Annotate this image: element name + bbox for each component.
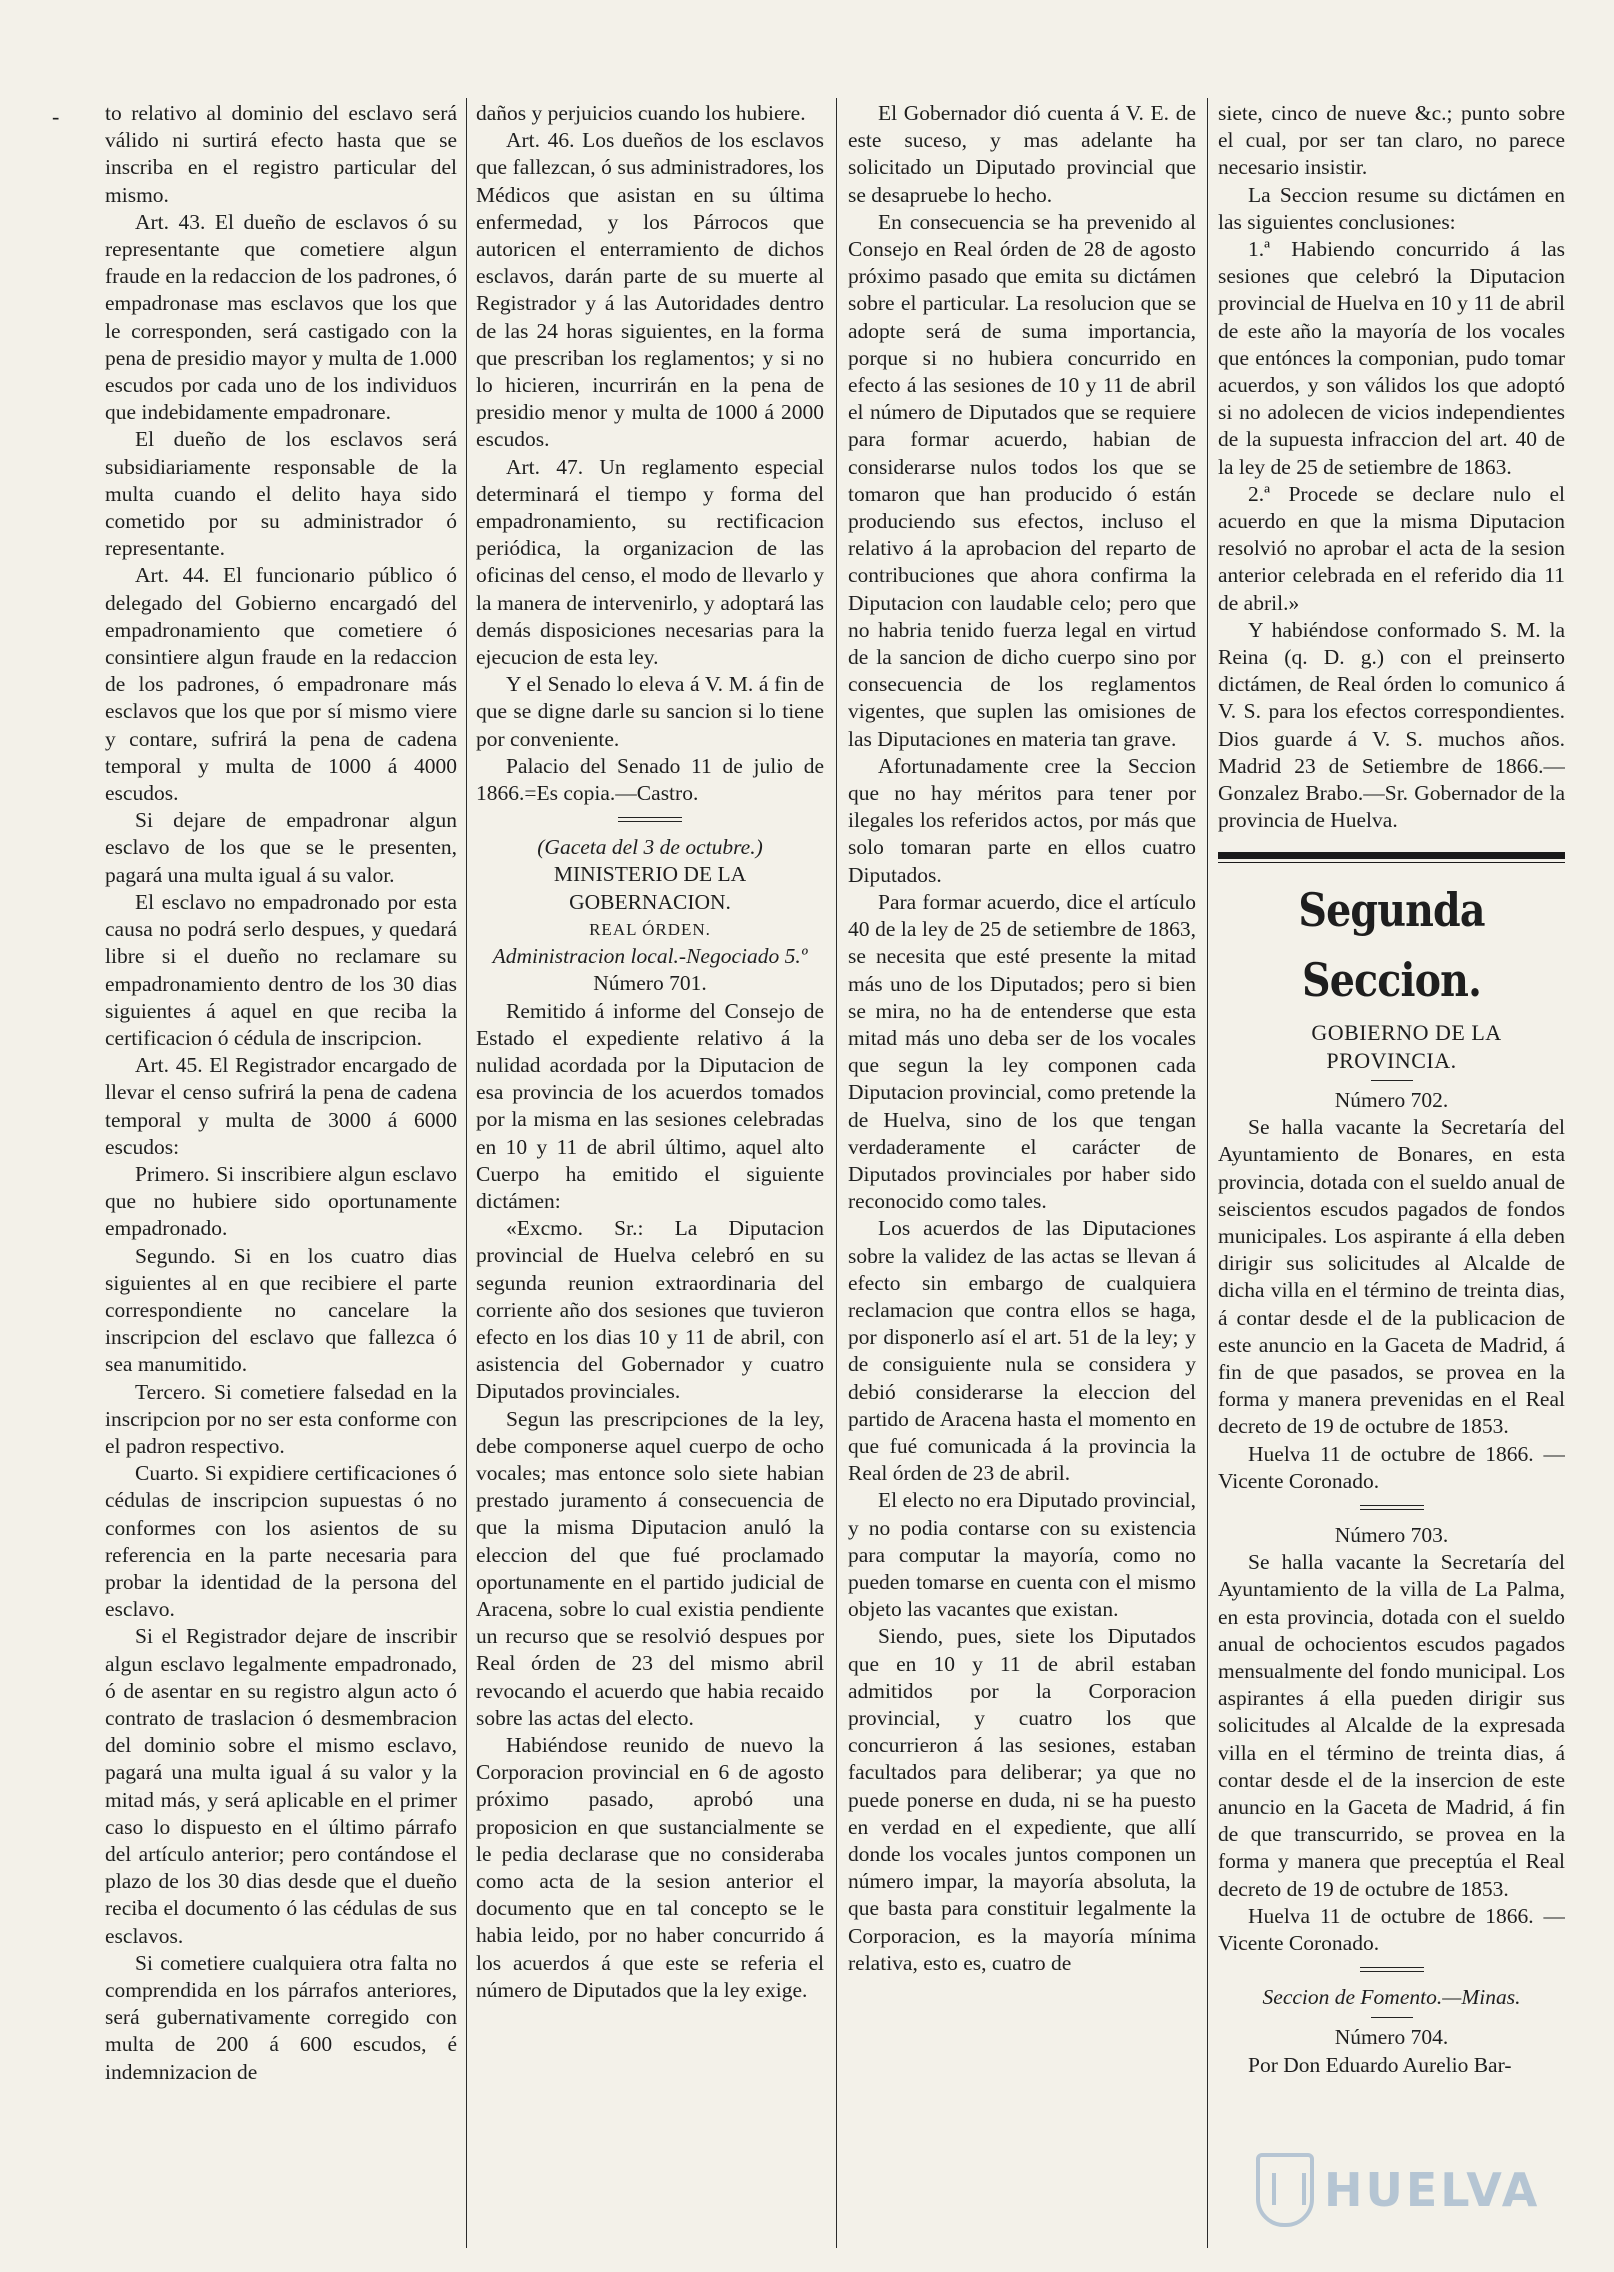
paragraph: Art. 47. Un reglamento especial determinará el tiempo y forma del empadronamiento, su rectificacion periódica, la organizacion de las oficinas del censo, el modo de llevarlo y la manera de intervenirlo, y adoptará las demás disposiciones necesarias para la ejecucion de esta ley. bbox=[476, 454, 824, 670]
gov-heading: GOBIERNO DE LA PROVINCIA. bbox=[1311, 1020, 1502, 1073]
shield-icon bbox=[1256, 2153, 1314, 2227]
dictamen-conclusion bbox=[1218, 100, 1565, 834]
paragraph: El esclavo no empadronado por esta causa no podrá serlo despues, y quedará libre si el dueño no reclamare su empadronamiento dentro de los 30 dias siguientes á aquel en que reciba la certificacion ó cédula de inscripcion. bbox=[105, 889, 457, 1050]
paragraph: Administracion local.-Negociado 5.º bbox=[492, 944, 808, 969]
paragraph: Art. 43. El dueño de esclavos ó su representante que cometiere algun fraude en la redaccion de los padrones, ó empadronase mas esclavos que los que le corresponden, será castigado con la pena de presidio mayor y multa de 1.000 escudos por cada uno de los individuos que indebidamente empadronare. bbox=[105, 209, 457, 425]
number-702: Número 702. bbox=[1334, 1087, 1449, 1112]
paragraph: Primero. Si inscribiere algun esclavo que no hubiere sido oportunamente empadronado. bbox=[105, 1161, 457, 1241]
paragraph: daños y perjuicios cuando los hubiere. bbox=[476, 101, 806, 125]
paragraph: Palacio del Senado 11 de julio de 1866.=Es copia.—Castro. bbox=[476, 753, 824, 806]
paragraph: REAL ÓRDEN. bbox=[589, 919, 711, 939]
column-rule bbox=[836, 98, 837, 2248]
paragraph: 1.ª Habiendo concurrido á las sesiones que celebró la Diputacion provincial de Huelva en 10 y 11 de abril de este año la mayoría de los vocales que entónces la componian, pudo tomar acuerdos, y son válidos los que adoptó si no adolecen de vicios independientes de la supuesta infraccion del art. 40 de la ley de 25 de setiembre de 1863. bbox=[1218, 237, 1565, 479]
number-703: Número 703. bbox=[1334, 1522, 1449, 1547]
margin-mark: - bbox=[52, 104, 60, 129]
notice-702-text: Se halla vacante la Secretaría del Ayuntamiento de Bonares, en esta provincia, dotada con el sueldo anual de seiscientos escudos pagados de fondos municipales. Los aspirante á ella deben dirigir sus solicitudes al Alcalde de dicha villa en el término de treinta dias, á contar desde el de la publicacion de este anuncio en la Gaceta de Madrid, á fin de que pasados, se provea en la forma y manera prevenidas en el Real decreto de 19 de octubre de 1853. bbox=[1218, 1115, 1565, 1439]
column-3 bbox=[848, 100, 1196, 2260]
fomento-heading: Seccion de Fomento.—Minas. bbox=[1262, 1985, 1521, 2010]
paragraph: 2.ª Procede se declare nulo el acuerdo en que la misma Diputacion resolvió no aprobar el acta de la sesion anterior celebrada en el referido dia 11 de abril.» bbox=[1218, 481, 1565, 615]
notice-703-sign: Huelva 11 de octubre de 1866. —Vicente Coronado. bbox=[1218, 1903, 1565, 1955]
column-1 bbox=[105, 100, 457, 2260]
paragraph: Art. 46. Los dueños de los esclavos que fallezcan, ó sus administradores, los Médicos que asistan en su última enfermedad, y los Párrocos que autoricen el enterramiento de dichos esclavos, darán parte de su muerte al Registrador y á las Autoridades dentro de las 24 horas siguientes, en la forma que prescriban los reglamentos; y si no lo hicieren, incurrirán en la pena de presidio menor y multa de 1000 á 2000 escudos. bbox=[476, 128, 824, 452]
paragraph: En consecuencia se ha prevenido al Consejo en Real órden de 28 de agosto próximo pasado que emita su dictámen sobre el particular. La resolucion que se adopte será de suma importancia, porque si no hubiera concurrido en efecto á las sesiones de 10 y 11 de abril el número de Diputados que se requiere para formar acuerdo, habian de considerarse nulos todos los que se tomaron que han producido ó están produciendo sus efectos, incluso el relativo á la aprobacion del reparto de contribuciones que ahora confirma la Diputacion con laudable celo; pero que no habria tenido fuerza legal en virtud de la sancion de dicho cuerpo sino por consecuencia de los reglamentos vigentes, que suplen las omisiones de las Diputaciones en materia tan grave. bbox=[848, 209, 1196, 751]
section-title: Segunda Seccion. bbox=[1298, 883, 1485, 1008]
column-rule bbox=[466, 98, 467, 2248]
separator bbox=[1360, 1505, 1424, 1510]
paragraph: Para formar acuerdo, dice el artículo 40 de la ley de 25 de setiembre de 1863, se necesita que esté presente la mitad más uno de los Diputados; pero si bien se mira, no ha de entenderse que esta mitad más uno deba ser de los vocales que segun la ley componen cada Diputacion provincial, como pretende la de Huelva, sino de los que tengan verdaderamente el carácter de Diputados provinciales por haber sido reconocido como tales. bbox=[848, 889, 1196, 1214]
archive-watermark bbox=[1256, 2144, 1556, 2236]
column-rule bbox=[1207, 98, 1208, 2248]
paragraph: Número 701. bbox=[593, 971, 707, 996]
column-4 bbox=[1218, 100, 1565, 2260]
paragraph: to relativo al dominio del esclavo será válido ni surtirá efecto hasta que se inscriba en el registro particular del mismo. bbox=[105, 101, 457, 207]
paragraph: Y el Senado lo eleva á V. M. á fin de que se digne darle su sancion si lo tiene por conveniente. bbox=[476, 672, 824, 751]
paragraph: Si el Registrador dejare de inscribir algun esclavo legalmente empadronado, ó de asentar en su registro algun acto ó contrato de traslacion ó desmembracion del dominio sobre el mismo esclavo, pagará una multa igual á su valor y la mitad más, y será aplicable en el primer caso lo dispuesto en el último párrafo del artículo anterior; pero contándose el plazo de los 30 dias desde que el dueño reciba el documento ó las cédulas de sus esclavos. bbox=[105, 1624, 457, 1948]
paragraph: Si cometiere cualquiera otra falta no comprendida en los párrafos anteriores, será gubernativamente corregido con multa de 200 á 600 escudos, é indemnizacion de bbox=[105, 1950, 457, 2084]
separator bbox=[1371, 1080, 1413, 1081]
notice-704-text: Por Don Eduardo Aurelio Bar- bbox=[1248, 2052, 1512, 2077]
paragraph: Afortunadamente cree la Seccion que no hay méritos para tener por ilegales los referidos actos, por más que solo tomaran parte en ellos cuatro Diputados. bbox=[848, 753, 1196, 887]
paragraph: Si dejare de empadronar algun esclavo de los que se le presenten, pagará una multa igual á su valor. bbox=[105, 808, 457, 887]
paragraph: Tercero. Si cometiere falsedad en la inscripcion por no ser esta conforme con el padron respectivo. bbox=[105, 1379, 457, 1458]
paragraph: Remitido á informe del Consejo de Estado el expediente relativo á la nulidad acordada por la Diputacion de esa provincia de los acuerdos tomados por la misma en las sesiones celebradas en 10 y 11 de abril último, aquel alto Cuerpo ha emitido el siguiente dictámen: bbox=[476, 998, 824, 1213]
paragraph: Y habiéndose conformado S. M. la Reina (q. D. g.) con el preinserto dictámen, de Real órden lo comunico á V. S. para los efectos correspondientes. Dios guarde á V. S. muchos años. Madrid 23 de Setiembre de 1866.—Gonzalez Brabo.—Sr. Gobernador de la provincia de Huelva. bbox=[1218, 617, 1565, 833]
paragraph: Segun las prescripciones de la ley, debe componerse aquel cuerpo de ocho vocales; mas entonce solo siete habian prestado juramento á consecuencia de que la misma Diputacion anuló la eleccion del que fué proclamado oportunamente en el partido judicial de Aracena, sobre lo cual existia pendiente un recurso que se resolvió despues por Real órden de 23 del mismo abril revocando el acuerdo que habia recaido sobre las actas del electo. bbox=[476, 1406, 824, 1730]
column-2 bbox=[476, 100, 824, 2260]
number-704: Número 704. bbox=[1334, 2025, 1449, 2050]
paragraph: Siendo, pues, siete los Diputados que en 10 y 11 de abril estaban admitidos por la Corporacion provincial, y cuatro los que concurrieron á las sesiones, estaban facultados para deliberar; ya que no puede ponerse en duda, ni se ha puesto en verdad en el expediente, que allí donde los vocales juntos componen un número impar, la mayoría absoluta, la que basta para constituir legalmente la Corporacion, es la mayoría mínima relativa, esto es, cuatro de bbox=[848, 1624, 1196, 1975]
paragraph: Los acuerdos de las Diputaciones sobre la validez de las actas se llevan á efecto sin embargo de cualquiera reclamacion que contra ellos se haga, por disponerlo así el art. 51 de la ley; y de consiguiente nula se considera y debió considerarse la eleccion del partido de Aracena hasta el momento en que fué comunicada á la provincia la Real órden de 23 de abril. bbox=[848, 1216, 1196, 1486]
paragraph: El dueño de los esclavos será subsidiariamente responsable de la multa cuando el delito haya sido cometido por su administrador ó representante. bbox=[105, 427, 457, 561]
notice-702-sign: Huelva 11 de octubre de 1866. —Vicente Coronado. bbox=[1218, 1441, 1565, 1493]
notice-703-text: Se halla vacante la Secretaría del Ayuntamiento de la villa de La Palma, en esta provincia, dotada con el sueldo anual de ochocientos escudos pagados mensualmente del fondo municipal. Los aspirantes á ella pueden dirigir sus solicitudes al Alcalde de la expresada villa en el término de treinta dias, á contar desde el de la insercion de este anuncio en la Gaceta de Madrid, á fin de que transcurrido, se provea en la forma y manera que preceptúa el Real decreto de 19 de octubre de 1853. bbox=[1218, 1550, 1565, 1901]
paragraph: El Gobernador dió cuenta á V. E. de este suceso, y mas adelante ha solicitado un Diputado provincial que se desapruebe lo hecho. bbox=[848, 101, 1196, 207]
separator bbox=[1371, 2017, 1413, 2018]
paragraph: La Seccion resume su dictámen en las siguientes conclusiones: bbox=[1218, 182, 1565, 234]
paragraph: (Gaceta del 3 de octubre.) bbox=[537, 835, 763, 860]
paragraph: MINISTERIO DE LA GOBERNACION. bbox=[553, 862, 747, 914]
paragraph: El electo no era Diputado provincial, y no podia contarse con su existencia para computar la mayoría, como no pueden tomarse en cuenta con el mismo objeto las vacantes que existan. bbox=[848, 1488, 1196, 1622]
paragraph: Habiéndose reunido de nuevo la Corporacion provincial en 6 de agosto próximo pasado, aprobó una proposicion en que sustancialmente se le pedia declarase que no consideraba como acta de la sesion anterior el documento que en tal concepto se le habia leido, por no haber concurrido á los acuerdos á que este se referia el número de Diputados que la ley exige. bbox=[476, 1732, 824, 2002]
paragraph: Cuarto. Si expidiere certificaciones ó cédulas de inscripcion supuestas ó no conformes con los asientos de su referencia en la parte necesaria para probar la identidad de la persona del esclavo. bbox=[105, 1461, 457, 1622]
paragraph: Art. 44. El funcionario público ó delegado del Gobierno encargadó del empadronamiento que cometiere ó consintiere algun fraude en la redaccion de los padrones, ó empadronare más esclavos que los que por sí mismo viere y contare, sufrirá la pena de cadena temporal y multa de 1000 á 4000 escudos. bbox=[105, 563, 457, 806]
separator bbox=[1360, 1967, 1424, 1972]
paragraph: «Excmo. Sr.: La Diputacion provincial de Huelva celebró en su segunda reunion extraordinaria del corriente año dos sesiones que tuvieron efecto en los dias 10 y 11 de abril, con asistencia del Gobernador y cuatro Diputados provinciales. bbox=[476, 1216, 824, 1404]
paragraph: Art. 45. El Registrador encargado de llevar el censo sufrirá la pena de cadena temporal y multa de 3000 á 6000 escudos: bbox=[105, 1053, 457, 1159]
section-rule bbox=[1218, 852, 1565, 863]
paragraph: siete, cinco de nueve &c.; punto sobre el cual, por ser tan claro, no parece necesario insistir. bbox=[1218, 101, 1565, 180]
separator bbox=[618, 817, 682, 822]
watermark-text: HUELVA bbox=[1324, 2163, 1541, 2217]
paragraph: Segundo. Si en los cuatro dias siguientes al en que recibiere el parte correspondiente no cancelare la inscripcion del esclavo que fallezca ó sea manumitido. bbox=[105, 1243, 457, 1377]
